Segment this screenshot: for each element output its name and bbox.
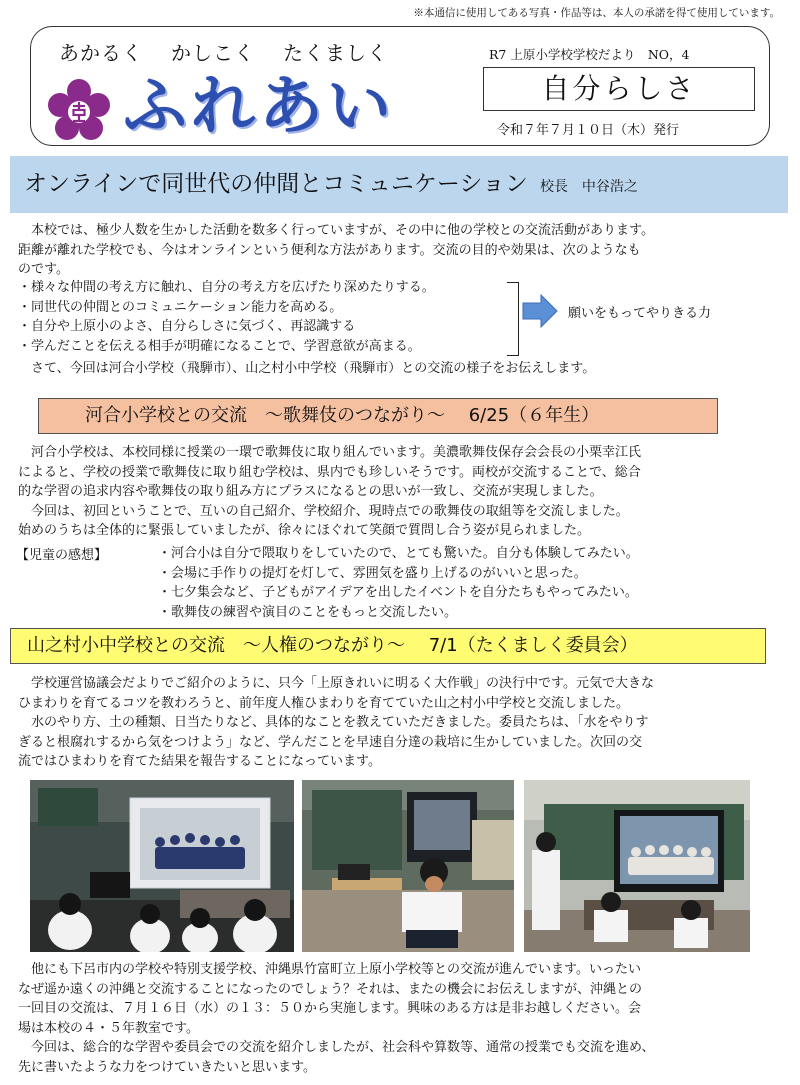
motto-word: たくましく <box>283 41 388 65</box>
paragraph-line: なぜ遥か遠くの沖縄と交流することになったのでしょう？それは、またの機会にお伝えしますが、沖縄との <box>18 981 643 997</box>
impressions-label: 【児童の感想】 <box>16 548 108 563</box>
section1-intro <box>18 221 654 280</box>
paragraph-line: ひまわりを育てるコツを教わろうと、前年度人権ひまわりを育てていた山之村小中学校と交流しました。 <box>18 695 630 711</box>
purpose-list <box>18 278 435 356</box>
list-item: ・同世代の仲間とのコミュニケーション能力を高める。 <box>18 299 343 315</box>
paragraph-line: 学校運営協議会だよりでご紹介のように、只今「上原きれいに明るく大作戦」の決行中です。元気で大きな <box>18 676 654 691</box>
photo-online-exchange-2 <box>302 780 514 952</box>
paragraph-line: 的な学習の追求内容や歌舞伎の取り組み方にプラスになるとの思いが一致し、交流が実現しました。 <box>18 484 603 499</box>
section1-title: オンラインで同世代の仲間とコミュニケーション <box>24 171 528 197</box>
list-item: ・歌舞伎の練習や演目のことをもっと交流したい。 <box>158 604 458 620</box>
paragraph-line: 水のやり方、土の種類、日当たりなど、具体的なことを教えていただきました。委員たちは、「水をやりす <box>18 715 649 730</box>
paragraph-line: のです。 <box>18 262 69 277</box>
photo-consent-notice: ※本通信に使用してある写真・作品等は、本人の承諾を得て使用しています。 <box>413 7 780 19</box>
section3-body <box>18 674 654 772</box>
issue-theme: 自分らしさ <box>483 67 755 111</box>
section3-heading: 山之村小中学校との交流 ～人権のつながり～ 7/1（たくましく委員会） <box>10 628 766 664</box>
paragraph-line: 始めのうちは全体的に緊張していましたが、徐々にほぐれて笑顔で質問し合う姿が見られました。 <box>18 523 591 538</box>
list-item: ・自分や上原小のよさ、自分らしさに気づく、再認識する <box>18 319 356 335</box>
paragraph-line: 河合小学校は、本校同様に授業の一環で歌舞伎に取り組んでいます。美濃歌舞伎保存会会長の小栗幸江氏 <box>18 445 641 460</box>
issue-number: R7 上原小学校学校だより NO，4 <box>489 47 690 62</box>
paragraph-line: 今回は、総合的な学習や委員会での交流を紹介しましたが、社会科や算数等、通常の授業でも交流を進め、 <box>18 1040 655 1055</box>
school-motto <box>59 37 416 66</box>
newsletter-header <box>30 26 770 146</box>
list-bracket <box>507 282 519 356</box>
impressions-list <box>158 544 639 622</box>
paragraph-line: ぎると根腐れするから気をつけよう」など、学んだことを早速自分達の栽培に生かしていました。次回の交 <box>18 734 643 750</box>
paragraph-line: 他にも下呂市内の学校や特別支援学校、沖縄県竹富町立上原小学校等との交流が進んでいます。いったい <box>18 962 641 977</box>
motto-word: あかるく <box>59 41 143 65</box>
list-item: ・学んだことを伝える相手が明確になることで、学習意欲が高まる。 <box>18 338 421 354</box>
list-item: ・会場に手作りの提灯を灯して、雰囲気を盛り上げるのがいいと思った。 <box>158 565 587 581</box>
section1-closing: さて、今回は河合小学校（飛騨市）、山之村小中学校（飛騨市）との交流の様子をお伝えします。 <box>18 361 596 376</box>
section1-heading <box>10 156 788 213</box>
closing-section <box>18 960 654 1077</box>
list-item: ・様々な仲間の考え方に触れ、自分の考え方を広げたり深めたりする。 <box>18 280 435 295</box>
issue-date: 令和７年７月１０日（木）発行 <box>497 123 680 138</box>
school-emblem-icon <box>47 79 111 143</box>
list-item: ・河合小は自分で隈取りをしていたので、とても驚いた。自分も体験してみたい。 <box>158 546 639 561</box>
target-ability: 願いをもってやりきる力 <box>568 306 712 321</box>
photo-online-exchange-3 <box>524 780 750 952</box>
paragraph-line: によると、学校の授業で歌舞伎に取り組む学校は、県内でも珍しいそうです。両校が交流することで、総合 <box>18 464 641 480</box>
paragraph-line: 先に書いたような力をつけていきたいと思います。 <box>18 1059 316 1075</box>
section2-heading: 河合小学校との交流 ～歌舞伎のつながり～ 6/25（６年生） <box>38 398 718 434</box>
section1-author: 校長 中谷浩之 <box>539 179 638 195</box>
paragraph-line: 距離が離れた学校でも、今はオンラインという便利な方法があります。交流の目的や効果は、次のようなも <box>18 242 641 258</box>
paragraph-line: 流ではひまわりを育てた結果を報告することになっています。 <box>18 754 381 769</box>
motto-word: かしこく <box>171 41 255 65</box>
paragraph-line: 本校では、極少人数を生かした活動を数多く行っていますが、その中に他の学校との交流活動があります。 <box>18 223 654 238</box>
section2-body <box>18 443 641 541</box>
photo-online-exchange-1 <box>30 780 294 952</box>
list-item: ・七夕集会など、子どもがアイデアを出したイベントを自分たちもやってみたい。 <box>158 585 638 600</box>
paragraph-line: 今回は、初回ということで、互いの自己紹介、学校紹介、現時点での歌舞伎の取組等を交流しました。 <box>18 503 629 519</box>
paragraph-line: 場は本校の４・５年教室です。 <box>18 1020 199 1036</box>
newsletter-title: ふれあい <box>123 70 395 144</box>
arrow-right-icon <box>522 294 558 328</box>
paragraph-line: 一回目の交流は、７月１６日（水）の１３：５０から実施します。興味のある方は是非お越しください。会 <box>18 1001 641 1016</box>
